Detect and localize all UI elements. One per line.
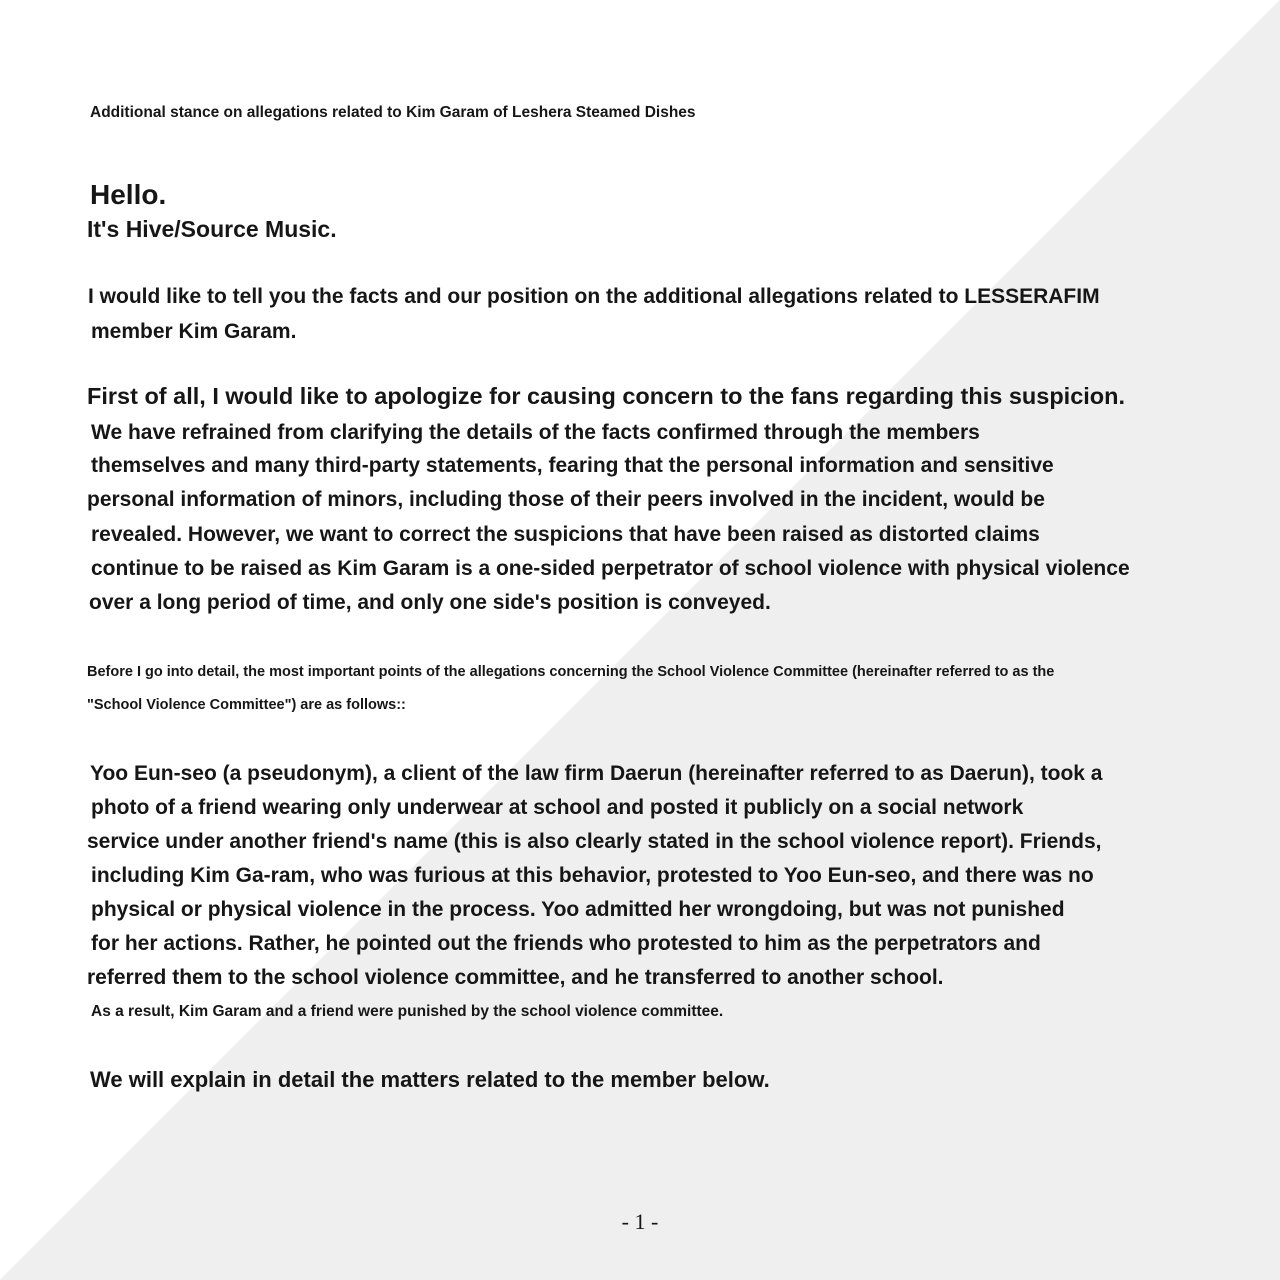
apology-line: personal information of minors, including those of their peers involved in the incident, would be — [87, 488, 1045, 511]
apology-line: themselves and many third-party statements, fearing that the personal information and sensitive — [91, 454, 1054, 477]
summary-line: referred them to the school violence committee, and he transferred to another school. — [87, 966, 944, 989]
greeting: Hello. — [90, 179, 167, 210]
apology-line: revealed. However, we want to correct the suspicions that have been raised as distorted claims — [91, 523, 1040, 546]
intro-line: I would like to tell you the facts and our position on the additional allegations related to LESSERAFIM — [88, 285, 1100, 308]
summary-line: service under another friend's name (this is also clearly stated in the school violence report). Friends, — [87, 830, 1102, 853]
apology-line: over a long period of time, and only one side's position is conveyed. — [89, 591, 771, 614]
summary-result: As a result, Kim Garam and a friend were punished by the school violence committee. — [91, 1003, 724, 1020]
document-header: Additional stance on allegations related to Kim Garam of Leshera Steamed Dishes — [90, 104, 696, 121]
apology-line: We have refrained from clarifying the details of the facts confirmed through the members — [91, 421, 980, 444]
summary-line: including Kim Ga-ram, who was furious at this behavior, protested to Yoo Eun-seo, and there was no — [91, 864, 1094, 887]
page-number: - 1 - — [621, 1209, 659, 1234]
apology-heading: First of all, I would like to apologize for causing concern to the fans regarding this suspicion. — [87, 383, 1126, 409]
summary-line: photo of a friend wearing only underwear at school and posted it publicly on a social network — [91, 796, 1024, 819]
intro-line: member Kim Garam. — [91, 320, 297, 343]
summary-line: physical or physical violence in the process. Yoo admitted her wrongdoing, but was not punished — [91, 898, 1065, 921]
closing-line: We will explain in detail the matters related to the member below. — [90, 1067, 770, 1092]
summary-line: for her actions. Rather, he pointed out the friends who protested to him as the perpetrators and — [91, 932, 1041, 955]
sender-line: It's Hive/Source Music. — [87, 216, 337, 242]
apology-line: continue to be raised as Kim Garam is a one-sided perpetrator of school violence with physical violence — [91, 557, 1130, 580]
summary-line: Yoo Eun-seo (a pseudonym), a client of the law firm Daerun (hereinafter referred to as Daerun), took a — [90, 762, 1103, 785]
summary-intro-line: "School Violence Committee") are as follows:: — [87, 697, 406, 713]
summary-intro-line: Before I go into detail, the most important points of the allegations concerning the School Violence Committee (hereinafter referred to as the — [87, 664, 1055, 680]
